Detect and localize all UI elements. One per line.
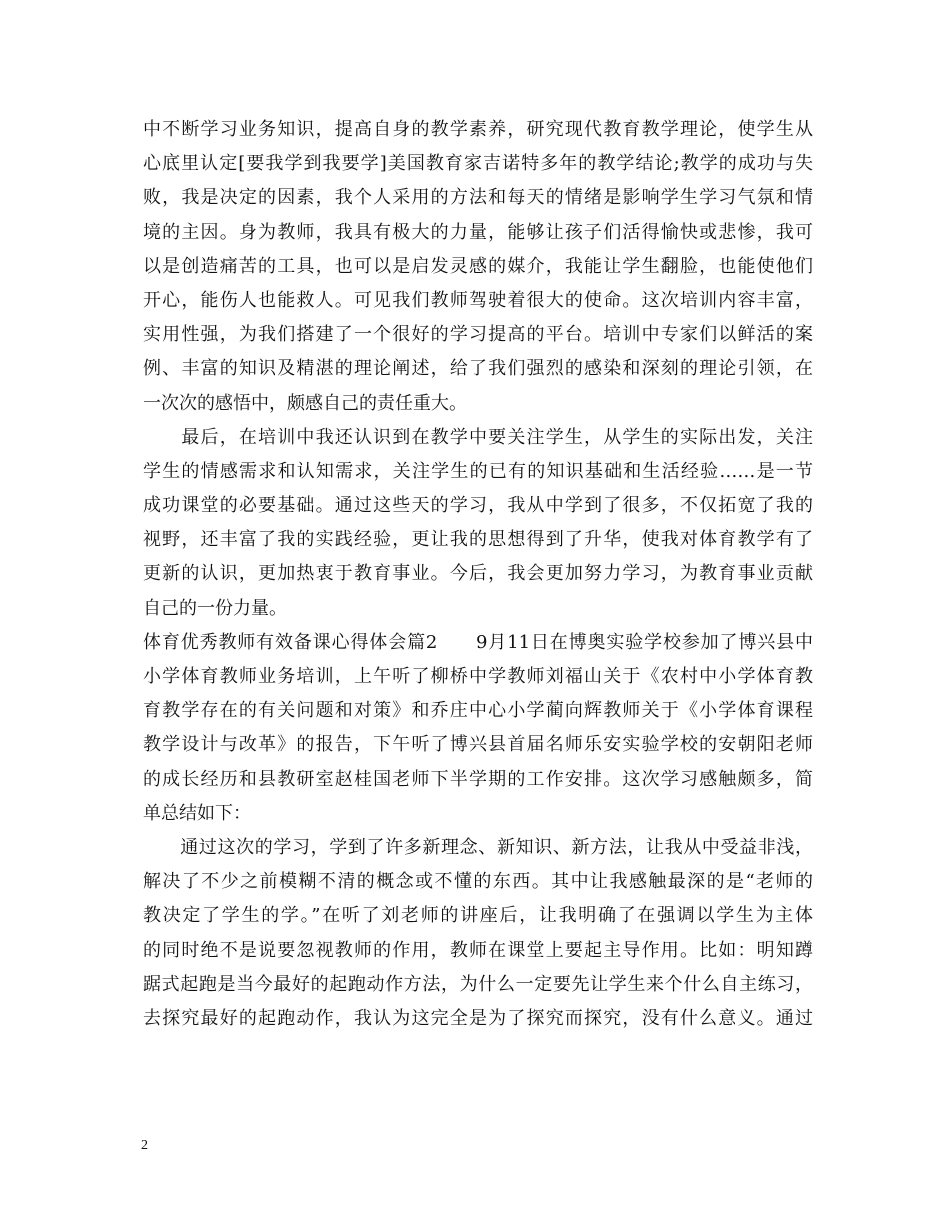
text-line: 开心，能伤人也能救人。可见我们教师驾驶着很大的使命。这次培训内容丰富， — [143, 289, 813, 311]
text-line: 的同时绝不是说要忽视教师的作用，教师在课堂上要起主导作用。比如：明知蹲 — [143, 939, 813, 961]
text-line: 去探究最好的起跑动作，我认为这完全是为了探究而探究，没有什么意义。通过 — [143, 1007, 813, 1029]
text-line: 教决定了学生的学。”在听了刘老师的讲座后，让我明确了在强调以学生为主体 — [143, 905, 813, 927]
text-line: 一次次的感悟中，颇感自己的责任重大。 — [143, 392, 467, 414]
text-line: 心底里认定[要我学到我要学]美国教育家吉诺特多年的教学结论;教学的成功与失 — [143, 153, 813, 175]
text-line: 成功课堂的必要基础。通过这些天的学习，我从中学到了很多，不仅拓宽了我的 — [143, 495, 813, 517]
text-line: 小学体育教师业务培训，上午听了柳桥中学教师刘福山关于《农村中小学体育教 — [143, 666, 813, 687]
text-line: 实用性强，为我们搭建了一个很好的学习提高的平台。培训中专家们以鲜活的案 — [143, 324, 813, 346]
text-line: 中不断学习业务知识，提高自身的教学素养，研究现代教育教学理论，使学生从 — [143, 119, 813, 140]
text-line: 解决了不少之前模糊不清的概念或不懂的东西。其中让我感触最深的是“老师的 — [143, 871, 813, 893]
page-number: 2 — [141, 1138, 148, 1153]
document-body — [143, 113, 813, 1036]
text-line: 败，我是决定的因素，我个人采用的方法和每天的情绪是影响学生学习气氛和情 — [143, 187, 813, 209]
text-line: 最后，在培训中我还认识到在教学中要关注学生，从学生的实际出发，关注 — [143, 426, 813, 448]
text-line: 单总结如下： — [143, 802, 251, 824]
text-line: 自己的一份力量。 — [143, 597, 287, 619]
text-line: 境的主因。身为教师，我具有极大的力量，能够让孩子们活得愉快或悲惨，我可 — [143, 221, 813, 243]
text-line: 通过这次的学习，学到了许多新理念、新知识、新方法，让我从中受益非浅， — [143, 836, 813, 858]
section-heading-line: 体育优秀教师有效备课心得体会篇2 9月11日在博奥实验学校参加了博兴县中 — [143, 631, 813, 653]
text-line: 教学设计与改革》的报告，下午听了博兴县首届名师乐安实验学校的安朝阳老师 — [143, 734, 813, 756]
text-line: 踞式起跑是当今最好的起跑动作方法，为什么一定要先让学生来个什么自主练习， — [143, 973, 813, 995]
text-line: 以是创造痛苦的工具，也可以是启发灵感的媒介，我能让学生翻脸，也能使他们 — [143, 255, 813, 277]
text-line: 例、丰富的知识及精湛的理论阐述，给了我们强烈的感染和深刻的理论引领，在 — [143, 358, 813, 380]
text-line: 的成长经历和县教研室赵桂国老师下半学期的工作安排。这次学习感触颇多，简 — [143, 768, 813, 790]
text-line: 学生的情感需求和认知需求，关注学生的已有的知识基础和生活经验……是一节 — [143, 460, 813, 482]
text-line: 育教学存在的有关问题和对策》和乔庄中心小学蔺向辉教师关于《小学体育课程 — [143, 700, 813, 722]
text-line: 更新的认识，更加热衷于教育事业。今后，我会更加努力学习，为教育事业贡献 — [143, 563, 813, 585]
text-line: 视野，还丰富了我的实践经验，更让我的思想得到了升华，使我对体育教学有了 — [143, 529, 813, 551]
